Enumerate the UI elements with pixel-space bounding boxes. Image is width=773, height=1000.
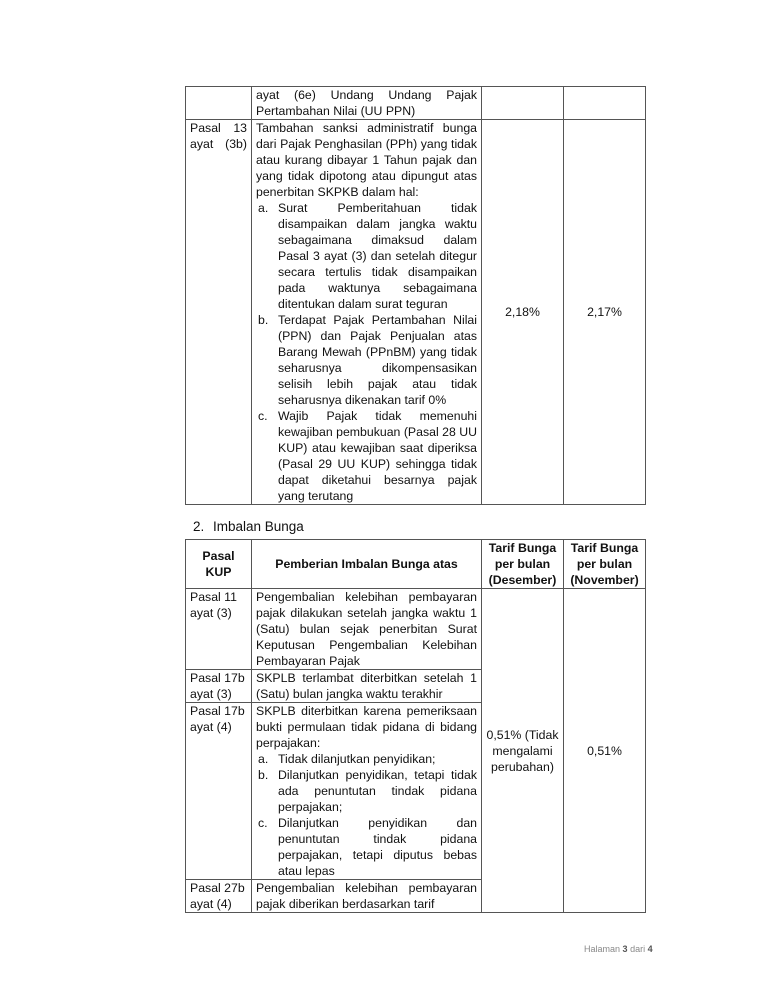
table-row (186, 87, 646, 120)
pasal-cell: Pasal 17b ayat (4) (186, 703, 252, 880)
list-item (256, 751, 477, 767)
description-text: Tambahan sanksi administratif bunga dari Pajak Penghasilan (PPh) yang tidak atau kurang dibayar 1 Tahun pajak dan yang tidak dipotong atau dipungut atas penerbitan SKPKB dalam hal: (256, 121, 477, 199)
list-item-text: Terdapat Pajak Pertambahan Nilai (PPN) dan Pajak Penjualan atas Barang Mewah (PPnBM) yang tidak seharusnya dikompensasikan selisih lebih pajak atau tidak seharusnya dikenakan tarif 0% (278, 313, 477, 407)
footer-page-total: 4 (647, 944, 653, 954)
footer-page-number: 3 (622, 944, 628, 954)
description-cell (252, 120, 482, 505)
list-item-text: Dilanjutkan penyidikan dan penuntutan tindak pidana perpajakan, tetapi diputus bebas atau lepas (278, 816, 477, 878)
list-marker: b. (258, 768, 269, 782)
imbalan-bunga-table (185, 539, 646, 913)
table-row (186, 120, 646, 505)
list-item (256, 408, 477, 504)
list-item-text: Tidak dilanjutkan penyidikan; (278, 752, 436, 766)
rate-desember-cell: 0,51% (Tidak mengalami perubahan) (482, 589, 564, 913)
description-cell: ayat (6e) Undang Undang Pajak Pertambahan Nilai (UU PPN) (252, 87, 482, 120)
rate-november-cell: 2,17% (564, 120, 646, 505)
condition-list (256, 751, 477, 879)
condition-list (256, 200, 477, 504)
rate-desember-cell (482, 87, 564, 120)
section-heading (193, 519, 304, 534)
page-footer (584, 944, 653, 954)
section-number: 2. (193, 519, 205, 534)
pasal-cell (186, 87, 252, 120)
sanksi-bunga-table (185, 86, 646, 505)
list-item (256, 312, 477, 408)
list-item (256, 815, 477, 879)
header-description: Pemberian Imbalan Bunga atas (252, 540, 482, 589)
description-cell: Pengembalian kelebihan pembayaran pajak diberikan berdasarkan tarif (252, 880, 482, 913)
table-header-row (186, 540, 646, 589)
description-text: SKPLB diterbitkan karena pemeriksaan bukti permulaan tidak pidana di bidang perpajakan: (256, 704, 477, 750)
list-item-text: Dilanjutkan penyidikan, tetapi tidak ada penuntutan tindak pidana perpajakan; (278, 768, 477, 814)
list-marker: c. (258, 409, 268, 423)
table-row (186, 589, 646, 670)
list-item-text: Wajib Pajak tidak memenuhi kewajiban pembukuan (Pasal 28 UU KUP) atau kewajiban saat diperiksa (Pasal 29 UU KUP) sehingga tidak dapat diketahui besarnya pajak yang terutang (278, 409, 477, 503)
header-pasal: Pasal KUP (186, 540, 252, 589)
list-marker: a. (258, 201, 269, 215)
section-title: Imbalan Bunga (213, 519, 304, 534)
list-item (256, 200, 477, 312)
pasal-cell: Pasal 13 ayat (3b) (186, 120, 252, 505)
rate-november-cell: 0,51% (564, 589, 646, 913)
description-cell: Pengembalian kelebihan pembayaran pajak dilakukan setelah jangka waktu 1 (Satu) bulan sejak penerbitan Surat Keputusan Pengembalian Kelebihan Pembayaran Pajak (252, 589, 482, 670)
list-marker: c. (258, 816, 268, 830)
description-cell: SKPLB terlambat diterbitkan setelah 1 (Satu) bulan jangka waktu terakhir (252, 670, 482, 703)
description-cell (252, 703, 482, 880)
header-november: Tarif Bunga per bulan (November) (564, 540, 646, 589)
footer-separator: dari (630, 944, 646, 954)
list-marker: a. (258, 752, 269, 766)
rate-november-cell (564, 87, 646, 120)
footer-prefix: Halaman (584, 944, 621, 954)
rate-desember-cell: 2,18% (482, 120, 564, 505)
header-desember: Tarif Bunga per bulan (Desember) (482, 540, 564, 589)
list-item (256, 767, 477, 815)
list-item-text: Surat Pemberitahuan tidak disampaikan dalam jangka waktu sebagaimana dimaksud dalam Pasal 3 ayat (3) dan setelah ditegur secara tertulis tidak disampaikan pada waktunya sebagaimana ditentukan dalam surat teguran (278, 201, 477, 311)
pasal-cell: Pasal 17b ayat (3) (186, 670, 252, 703)
list-marker: b. (258, 313, 269, 327)
pasal-cell: Pasal 11 ayat (3) (186, 589, 252, 670)
pasal-cell: Pasal 27b ayat (4) (186, 880, 252, 913)
